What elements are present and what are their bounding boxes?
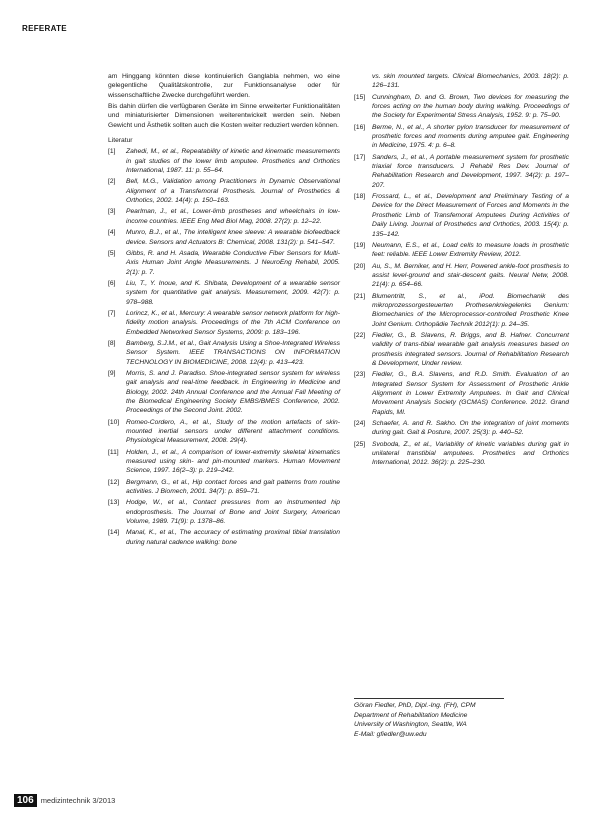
reference-item: [354, 72, 569, 91]
reference-number: [1]: [108, 148, 116, 156]
author-divider: [354, 698, 504, 699]
reference-text: Schaefer, A. and R. Sakho. On the integration of joint moments during gait. Gait & Posture, 2007. 25(3): p. 440–52.: [372, 420, 569, 437]
reference-text: Bergmann, G., et al., Hip contact forces and gait patterns from routine activities. J Biomech, 2001. 34(7): p. 859–71.: [126, 478, 340, 496]
author-block: [354, 698, 569, 739]
reference-number: [13]: [108, 499, 120, 507]
reference-number: [20]: [354, 262, 366, 270]
left-column: [108, 72, 340, 549]
reference-text: Lorincz, K., et al., Mercury: A wearable sensor network platform for high-fidelity motion analysis. Proceedings of the 7th ACM Conference on Embedded Networked Sensor Systems, 2009: p. 183–196.: [126, 309, 340, 336]
reference-number: [12]: [108, 478, 120, 486]
reference-text: Munro, B.J., et al., The intelligent knee sleeve: A wearable biofeedback device. Sensors and Actuators B: Chemical, 2008. 131(2): p. 541–547.: [126, 229, 340, 246]
reference-item: [354, 153, 569, 190]
reference-text: Berme, N., et al., A shorter pylon transducer for measurement of prosthetic forces and moments during amputee gait. Engineering in Medicine, 1975. 4: p. 6–8.: [372, 123, 569, 150]
reference-number: [24]: [354, 420, 366, 428]
reference-number: [2]: [108, 178, 116, 186]
reference-number: [17]: [354, 153, 366, 161]
reference-number: [18]: [354, 193, 366, 201]
reference-text: Au, S., M. Berniker, and H. Herr, Powered ankle-foot prosthesis to assist level-ground and stair-descent gaits. Neural Netw, 2008. 21(4): p. 654–66.: [372, 262, 569, 289]
author-department: Department of Rehabilitation Medicine: [354, 711, 468, 719]
reference-text: Fiedler, G., B. Slavens, R. Briggs, and B. Hafner. Concurrent validity of trans-tibial wearable gait analysis measures based on prosthesis integrated sensors. Journal of Rehabilitation Research & Development, Under review.: [372, 331, 569, 367]
page-number: 106: [14, 794, 37, 807]
reference-item: [108, 309, 340, 337]
reference-text: Blumentritt, S., et al., iPod. Biomechanik des mikroprozessorgesteuerten Prothesenkniegelenks Genium: Biomechanics of the Microprocessor-controlled Prosthetic Knee Joint Genium. Orthopädie Technik 2012(1): p. 24–35.: [372, 292, 569, 328]
reference-number: [6]: [108, 279, 116, 287]
reference-item: [354, 440, 569, 468]
reference-text: Svoboda, Z., et al., Variability of kinetic variables during gait in unilateral transtibial amputees. Prosthetics and Orthotics International, 2012. 36(2): p. 225–230.: [372, 440, 569, 467]
reference-item: [108, 528, 340, 547]
reference-text: Fiedler, G., B.A. Slavens, and R.D. Smith. Evaluation of an Integrated Sensor System for Assessment of Prosthetic Ankle Alignment in Lower Extremity Amputees. In Gait and Clinical Movement Analysis Society (GCMAS) Conference. 2012. Grand Rapids, MI.: [372, 371, 569, 416]
reference-number: [9]: [108, 369, 116, 377]
reference-number: [8]: [108, 339, 116, 347]
reference-item: [108, 448, 340, 476]
literature-heading: Literatur: [108, 137, 133, 145]
page-footer: [14, 794, 115, 807]
reference-text: Gibbs, R. and H. Asada, Wearable Conductive Fiber Sensors for Multi-Axis Human Joint Angle Measurements. J NeuroEng Rehabil, 2005. 2(1): p. 7.: [126, 249, 340, 276]
reference-number: [19]: [354, 241, 366, 249]
right-column: [354, 72, 569, 470]
reference-number: [11]: [108, 448, 119, 456]
reference-item: [108, 249, 340, 277]
reference-item: [354, 331, 569, 368]
reference-item: [354, 241, 569, 260]
reference-number: [354, 72, 372, 91]
author-email: E-Mail: gfiedler@uw.edu: [354, 730, 427, 738]
reference-number: [23]: [354, 371, 366, 379]
reference-number: [16]: [354, 123, 366, 131]
reference-number: [15]: [354, 93, 366, 101]
reference-item: [108, 478, 340, 497]
reference-text: Hodge, W., et al., Contact pressures from an instrumented hip endoprosthesis. The Journal of Bone and Joint Surgery, American Volume, 1989. 71(9): p. 1378–86.: [126, 499, 340, 526]
reference-item: [108, 207, 340, 226]
reference-text: Cunningham, D. and G. Brown, Two devices for measuring the forces acting on the human body during walking. Proceedings of the Society for Experimental Stress Analysis, 1952. 9: p. 75–90.: [372, 93, 569, 120]
reference-text: Neumann, E.S., et al., Load cells to measure loads in prosthetic feet: reliable. IEEE Lower Extremity Review, 2012.: [372, 241, 569, 259]
author-name: Göran Fiedler, PhD, Dipl.-Ing. (FH), CPM: [354, 702, 476, 709]
reference-text: Liu, T., Y. Inoue, and K. Shibata, Development of a wearable sensor system for quantitative gait analysis. Measurement, 2009. 42(7): p. 978–988.: [126, 279, 340, 306]
reference-text: Bell, M.G., Validation among Practitioners in Dynamic Observational Alignment of a Transfemoral Prosthesis. Journal of Prosthetics & Orthotics, 2002. 14(4): p. 150–163.: [126, 178, 340, 205]
reference-item: [354, 370, 569, 417]
reference-item: [108, 279, 340, 307]
body-paragraph: am Hinggang könnten diese kontinuierlich Ganglabla nehmen, wo eine gelegentliche Qualitätskontrolle, zur Funktionsanalyse oder für wissenschaftliche Zwecke durchgeführt werden.: [108, 73, 340, 99]
reference-item: [108, 228, 340, 247]
reference-item: [108, 369, 340, 416]
reference-text: vs. skin mounted targets. Clinical Biomechanics, 2003. 18(2): p. 126–131.: [372, 73, 569, 90]
reference-number: [5]: [108, 249, 116, 257]
reference-item: [354, 292, 569, 329]
reference-number: [10]: [108, 418, 120, 426]
reference-list-right: [354, 72, 569, 468]
reference-number: [21]: [354, 292, 366, 300]
reference-list-left: [108, 147, 340, 547]
reference-text: Zahedi, M., et al., Repeatability of kinetic and kinematic measurements in gait studies of the lower limb amputee. Prosthetics and Orthotics International, 1987. 11: p. 55–64.: [126, 148, 340, 175]
reference-number: [7]: [108, 309, 116, 317]
reference-item: [108, 339, 340, 367]
reference-text: Bamberg, S.J.M., et al., Gait Analysis Using a Shoe-Integrated Wireless Sensor System. IEEE TRANSACTIONS ON INFORMATION TECHNOLOGY IN BIOMEDICINE, 2008. 12(4): p. 413–423.: [126, 339, 340, 366]
reference-item: [354, 419, 569, 438]
reference-number: [3]: [108, 208, 116, 216]
reference-text: Morris, S. and J. Paradiso. Shoe-integrated sensor system for wireless gait analysis and real-time feedback. in Engineering in Medicine and Biology, 2002. 24th Annual Conference and the Annual Fall Meeting of the Biomedical Engineering Society EMBS/BMES Conference, 2002. Proceedings of the Second Joint. 2002.: [126, 369, 340, 415]
journal-name: medizintechnik 3/2013: [40, 796, 116, 805]
reference-text: Sanders, J., et al., A portable measurement system for prosthetic triaxial force transducers. J Rehabil Res Dev. Journal of Rehabilitation Research and Development, 1997. 34(2): p. 197–207.: [372, 153, 569, 189]
author-university: University of Washington, Seattle, WA: [354, 721, 467, 729]
reference-number: [4]: [108, 229, 116, 237]
reference-item: [354, 192, 569, 239]
reference-text: Romeo-Cordero, A., et al., Study of the motion artefacts of skin-mounted inertial sensors under different attachment conditions. Physiological Measurement, 2008. 29(4).: [126, 418, 340, 445]
body-paragraph: Bis dahin dürfen die verfügbaren Geräte im Sinne erweiterter Funktionalitäten und miniaturisierter Dimensionen weiterentwickelt werden sein. Neben Gewicht und Ästhetik sollten auch die Kosten weiter reduziert werden können.: [108, 103, 340, 129]
reference-item: [108, 418, 340, 446]
reference-item: [108, 177, 340, 205]
section-tag: REFERATE: [22, 24, 67, 33]
reference-text: Frossard, L., et al., Development and Preliminary Testing of a Device for the Direct Measurement of Forces and Moments in the Prosthetic Limb of Transfemoral Amputees During Activities of Daily Living. Journal of Prosthetics and Orthotics, 2003. 15(4): p. 135–142.: [372, 193, 569, 238]
reference-item: [108, 147, 340, 175]
reference-number: [22]: [354, 331, 366, 339]
reference-text: Holden, J., et al., A comparison of lower-extremity skeletal kinematics measured using skin- and pin-mounted markers. Human Movement Science, 1997. 16(2–3): p. 219–242.: [126, 448, 340, 475]
reference-item: [354, 123, 569, 151]
reference-number: [25]: [354, 440, 366, 448]
reference-text: Manal, K., et al., The accuracy of estimating proximal tibial translation during natural cadence walking: bone: [126, 529, 340, 546]
reference-text: Pearlman, J., et al., Lower-limb prostheses and wheelchairs in low-income countries. IEEE Eng Med Biol Mag, 2008. 27(2): p. 12–22.: [126, 208, 340, 225]
reference-item: [354, 93, 569, 121]
reference-item: [108, 498, 340, 526]
body-text: [108, 72, 340, 130]
reference-number: [14]: [108, 529, 120, 537]
reference-item: [354, 262, 569, 290]
